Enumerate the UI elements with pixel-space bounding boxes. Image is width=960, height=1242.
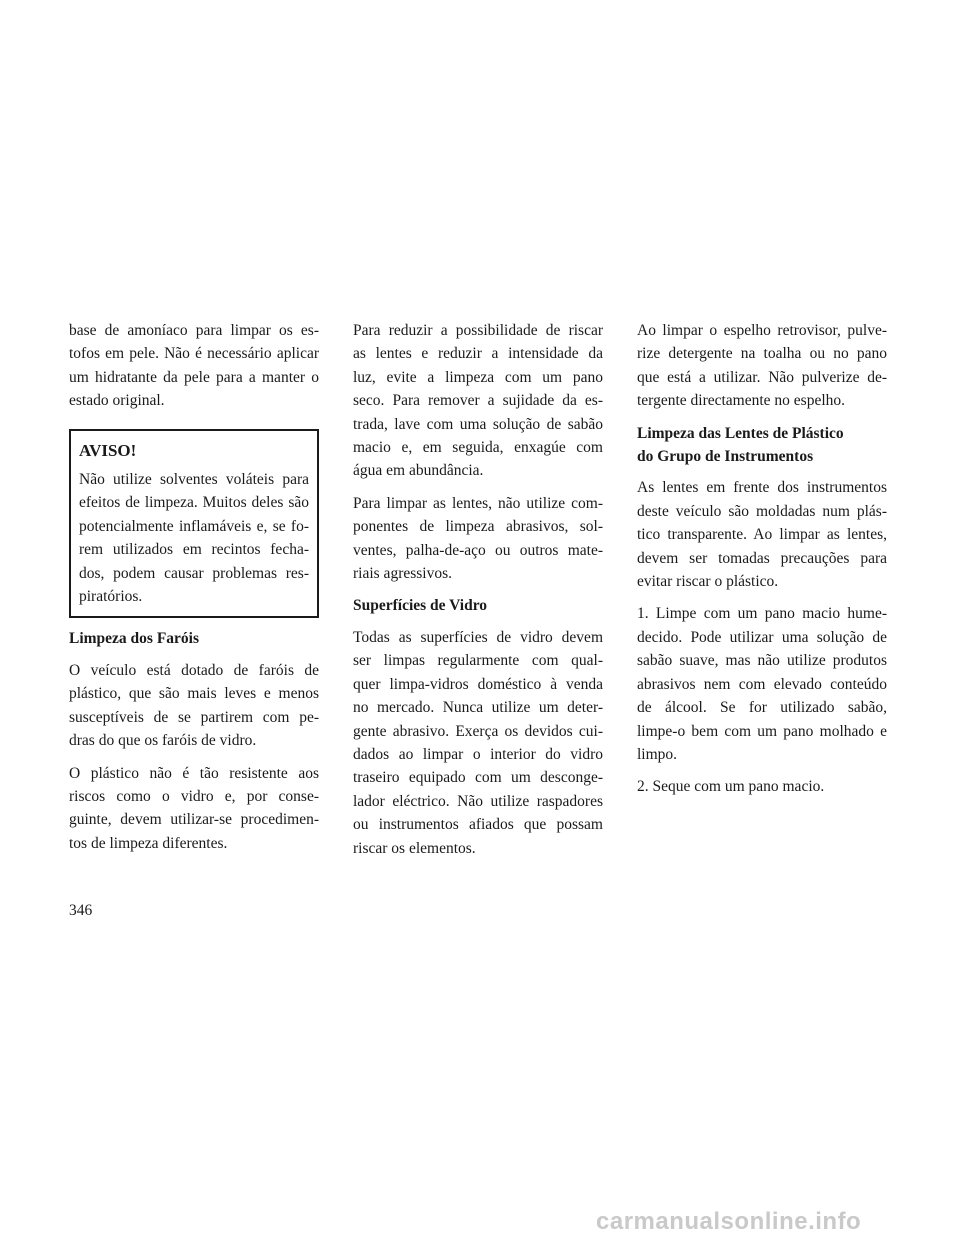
text-line: Todas as superfícies de vidro devem (353, 628, 603, 646)
text-line: as lentes e reduzir a intensidade da (353, 345, 603, 363)
text-line: ser limpas regularmente com qual- (353, 652, 603, 670)
text-line: estado original. (69, 392, 165, 410)
text-line: rize detergente na toalha ou no pano (637, 345, 887, 363)
text-line: água em abundância. (353, 462, 484, 480)
text-line: tico transparente. Ao limpar as lentes, (637, 526, 887, 544)
text-line: dras do que os faróis de vidro. (69, 732, 257, 750)
text-line: Ao limpar o espelho retrovisor, pulve- (637, 322, 887, 339)
text-line: abrasivos nem com elevado conteúdo (637, 675, 887, 693)
text-line: O veículo está dotado de faróis de (69, 661, 319, 679)
paragraph (353, 626, 603, 860)
text-line: evitar riscar o plástico. (637, 573, 779, 591)
column-1 (69, 319, 319, 864)
text-line: dados ao limpar o interior do vidro (353, 745, 603, 763)
text-line: limpe-o bem com um pano molhado e (637, 722, 887, 740)
text-line: lador eléctrico. Não utilize raspadores (353, 792, 603, 810)
paragraph (69, 762, 319, 856)
text-line: trada, lave com uma solução de sabão (353, 415, 603, 433)
text-line: deste veículo são moldadas num plás- (637, 502, 887, 520)
intro-paragraph (69, 319, 319, 413)
text-line: base de amoníaco para limpar os es- (69, 322, 319, 339)
watermark: carmanualsonline.info (596, 1208, 862, 1235)
text-line: riais agressivos. (353, 565, 453, 583)
text-line: 1. Limpe com um pano macio hume- (637, 605, 887, 623)
text-line: limpo. (637, 745, 678, 763)
text-line: Para reduzir a possibilidade de riscar (353, 322, 603, 339)
text-line: riscar os elementos. (353, 839, 476, 857)
column-3 (637, 319, 887, 808)
text-line: plástico, que são mais leves e menos (69, 685, 319, 703)
text-line: decido. Pode utilizar uma solução de (637, 628, 887, 646)
text-line: tergente directamente no espelho. (637, 392, 846, 410)
heading-line: do Grupo de Instrumentos (637, 448, 814, 466)
text-line: riscos como o vidro e, por conse- (69, 787, 319, 805)
text-line: seco. Para remover a sujidade da es- (353, 392, 603, 410)
text-line: gente abrasivo. Exerça os devidos cui- (353, 722, 603, 740)
section-heading-headlamps: Limpeza dos Faróis (69, 630, 200, 648)
text-line: um hidratante da pele para a manter o (69, 368, 319, 386)
text-line: susceptíveis de se partirem com pe- (69, 708, 319, 726)
warning-box (69, 429, 319, 619)
text-line: efeitos de limpeza. Muitos deles são (79, 494, 309, 512)
paragraph (637, 319, 887, 413)
text-line: dos, podem causar problemas res- (79, 564, 309, 582)
text-line: quer limpa-vidros doméstico à venda (353, 675, 603, 693)
paragraph (69, 659, 319, 753)
step-1 (637, 602, 887, 766)
text-line: tofos em pele. Não é necessário aplicar (69, 345, 319, 363)
paragraph (637, 476, 887, 593)
paragraph (353, 492, 603, 586)
text-line: macio e, em seguida, enxagúe com (353, 439, 603, 457)
text-line: luz, evite a limpeza com um pano (353, 368, 603, 386)
text-line: O plástico não é tão resistente aos (69, 764, 319, 782)
warning-title: AVISO! (79, 440, 137, 460)
text-line: devem ser tomadas precauções para (637, 549, 887, 567)
text-line: que está a utilizar. Não pulverize de- (637, 368, 887, 386)
text-line: guinte, devem utilizar-se procedimen- (69, 811, 319, 829)
text-line: 2. Seque com um pano macio. (637, 778, 825, 796)
text-line: traseiro equipado com um desconge- (353, 769, 603, 787)
paragraph (353, 319, 603, 483)
text-line: rem utilizados em recintos fecha- (79, 541, 309, 559)
text-line: As lentes em frente dos instrumentos (637, 479, 887, 497)
text-line: potencialmente inflamáveis e, se fo- (79, 517, 309, 535)
text-line: tos de limpeza diferentes. (69, 834, 228, 852)
text-line: piratórios. (79, 588, 143, 606)
column-2 (353, 319, 603, 869)
text-line: ou instrumentos afiados que possam (353, 816, 603, 834)
text-line: Não utilize solventes voláteis para (79, 471, 309, 489)
text-line: Para limpar as lentes, não utilize com- (353, 494, 603, 512)
section-heading-instrument-lens (637, 422, 887, 469)
text-line: no mercado. Nunca utilize um deter- (353, 699, 603, 717)
text-line: ponentes de limpeza abrasivos, sol- (353, 518, 603, 536)
heading-line: Limpeza das Lentes de Plástico (637, 424, 844, 442)
text-line: sabão suave, mas não utilize produtos (637, 652, 887, 670)
text-line: de álcool. Se for utilizado sabão, (637, 699, 887, 717)
text-line: ventes, palha-de-aço ou outros mate- (353, 541, 603, 559)
step-2 (637, 775, 887, 798)
page-number: 346 (69, 902, 93, 919)
section-heading-glass: Superfícies de Vidro (353, 597, 488, 615)
